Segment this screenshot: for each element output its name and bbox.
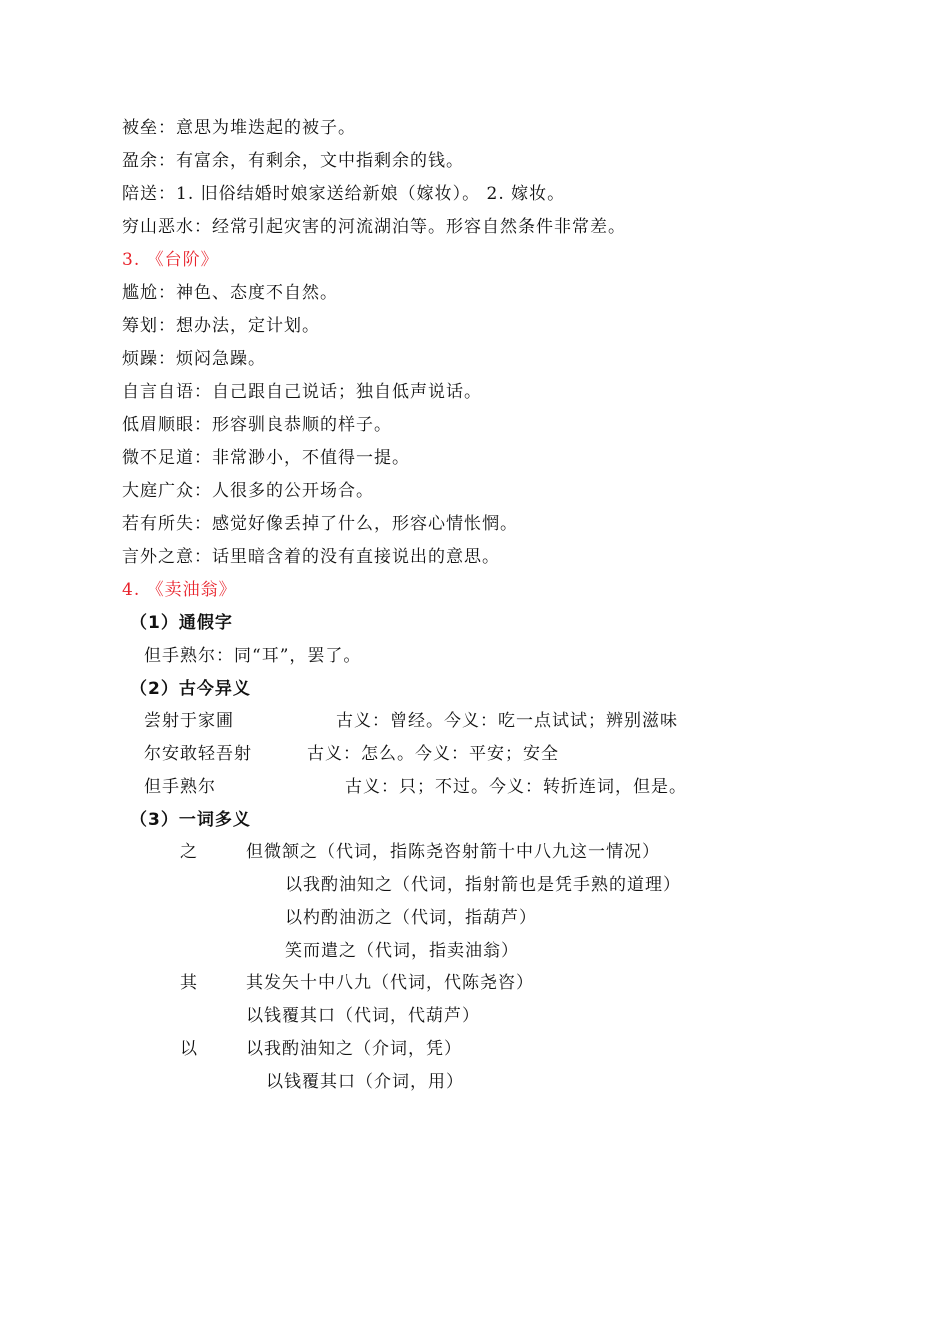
polysemy-sense: 但微颔之（代词，指陈尧咨射箭十中八九这一情况） bbox=[246, 842, 660, 862]
gujin-meaning: 古义：怎么。今义：平安；安全 bbox=[307, 744, 559, 764]
gujin-phrase: 尝射于家圃 bbox=[144, 711, 234, 731]
vocab-entry: 筹划：想办法，定计划。 bbox=[122, 316, 320, 336]
vocab-entry: 自言自语：自己跟自己说话；独自低声说话。 bbox=[122, 382, 482, 402]
vocab-entry: 微不足道：非常渺小，不值得一提。 bbox=[122, 448, 410, 468]
subheading-tongjiazi: （1）通假字 bbox=[130, 613, 233, 633]
gujin-meaning: 古义：曾经。今义：吃一点试试；辨别滋味 bbox=[336, 711, 678, 731]
polysemy-sense: 以我酌油知之（介词，凭） bbox=[246, 1039, 462, 1059]
polysemy-sense: 以我酌油知之（代词，指射箭也是凭手熟的道理） bbox=[285, 875, 681, 895]
vocab-entry: 若有所失：感觉好像丢掉了什么，形容心情怅惘。 bbox=[122, 514, 518, 534]
polysemy-sense: 以钱覆其口（代词，代葫芦） bbox=[246, 1006, 480, 1026]
vocab-entry: 大庭广众：人很多的公开场合。 bbox=[122, 481, 374, 501]
vocab-entry: 陪送：1. 旧俗结婚时娘家送给新娘（嫁妆）。 2. 嫁妆。 bbox=[122, 184, 566, 204]
polysemy-sense: 其发矢十中八九（代词，代陈尧咨） bbox=[246, 973, 534, 993]
gujin-meaning: 古义：只；不过。今义：转折连词，但是。 bbox=[345, 777, 687, 797]
polysemy-word: 以 bbox=[180, 1039, 198, 1059]
subheading-gujin-yiyi: （2）古今异义 bbox=[130, 679, 251, 699]
vocab-entry: 尴尬：神色、态度不自然。 bbox=[122, 283, 338, 303]
subheading-yici-duoyi: （3）一词多义 bbox=[130, 810, 251, 830]
vocab-entry: 盈余：有富余，有剩余，文中指剩余的钱。 bbox=[122, 151, 464, 171]
section-heading-taijie: 3. 《台阶》 bbox=[122, 250, 219, 270]
vocab-entry: 言外之意：话里暗含着的没有直接说出的意思。 bbox=[122, 547, 500, 567]
vocab-entry: 烦躁：烦闷急躁。 bbox=[122, 349, 266, 369]
polysemy-word: 之 bbox=[180, 842, 198, 862]
tongjiazi-entry: 但手熟尔：同“耳”，罢了。 bbox=[144, 646, 362, 666]
vocab-entry: 穷山恶水：经常引起灾害的河流湖泊等。形容自然条件非常差。 bbox=[122, 217, 626, 237]
polysemy-sense: 以钱覆其口（介词，用） bbox=[266, 1072, 464, 1092]
section-heading-maiyouweng: 4. 《卖油翁》 bbox=[122, 580, 237, 600]
vocab-entry: 被垒：意思为堆迭起的被子。 bbox=[122, 118, 356, 138]
vocab-entry: 低眉顺眼：形容驯良恭顺的样子。 bbox=[122, 415, 392, 435]
gujin-phrase: 尔安敢轻吾射 bbox=[144, 744, 252, 764]
polysemy-sense: 以杓酌油沥之（代词，指葫芦） bbox=[285, 908, 537, 928]
polysemy-word: 其 bbox=[180, 973, 198, 993]
gujin-phrase: 但手熟尔 bbox=[144, 777, 216, 797]
polysemy-sense: 笑而遣之（代词，指卖油翁） bbox=[285, 941, 519, 961]
